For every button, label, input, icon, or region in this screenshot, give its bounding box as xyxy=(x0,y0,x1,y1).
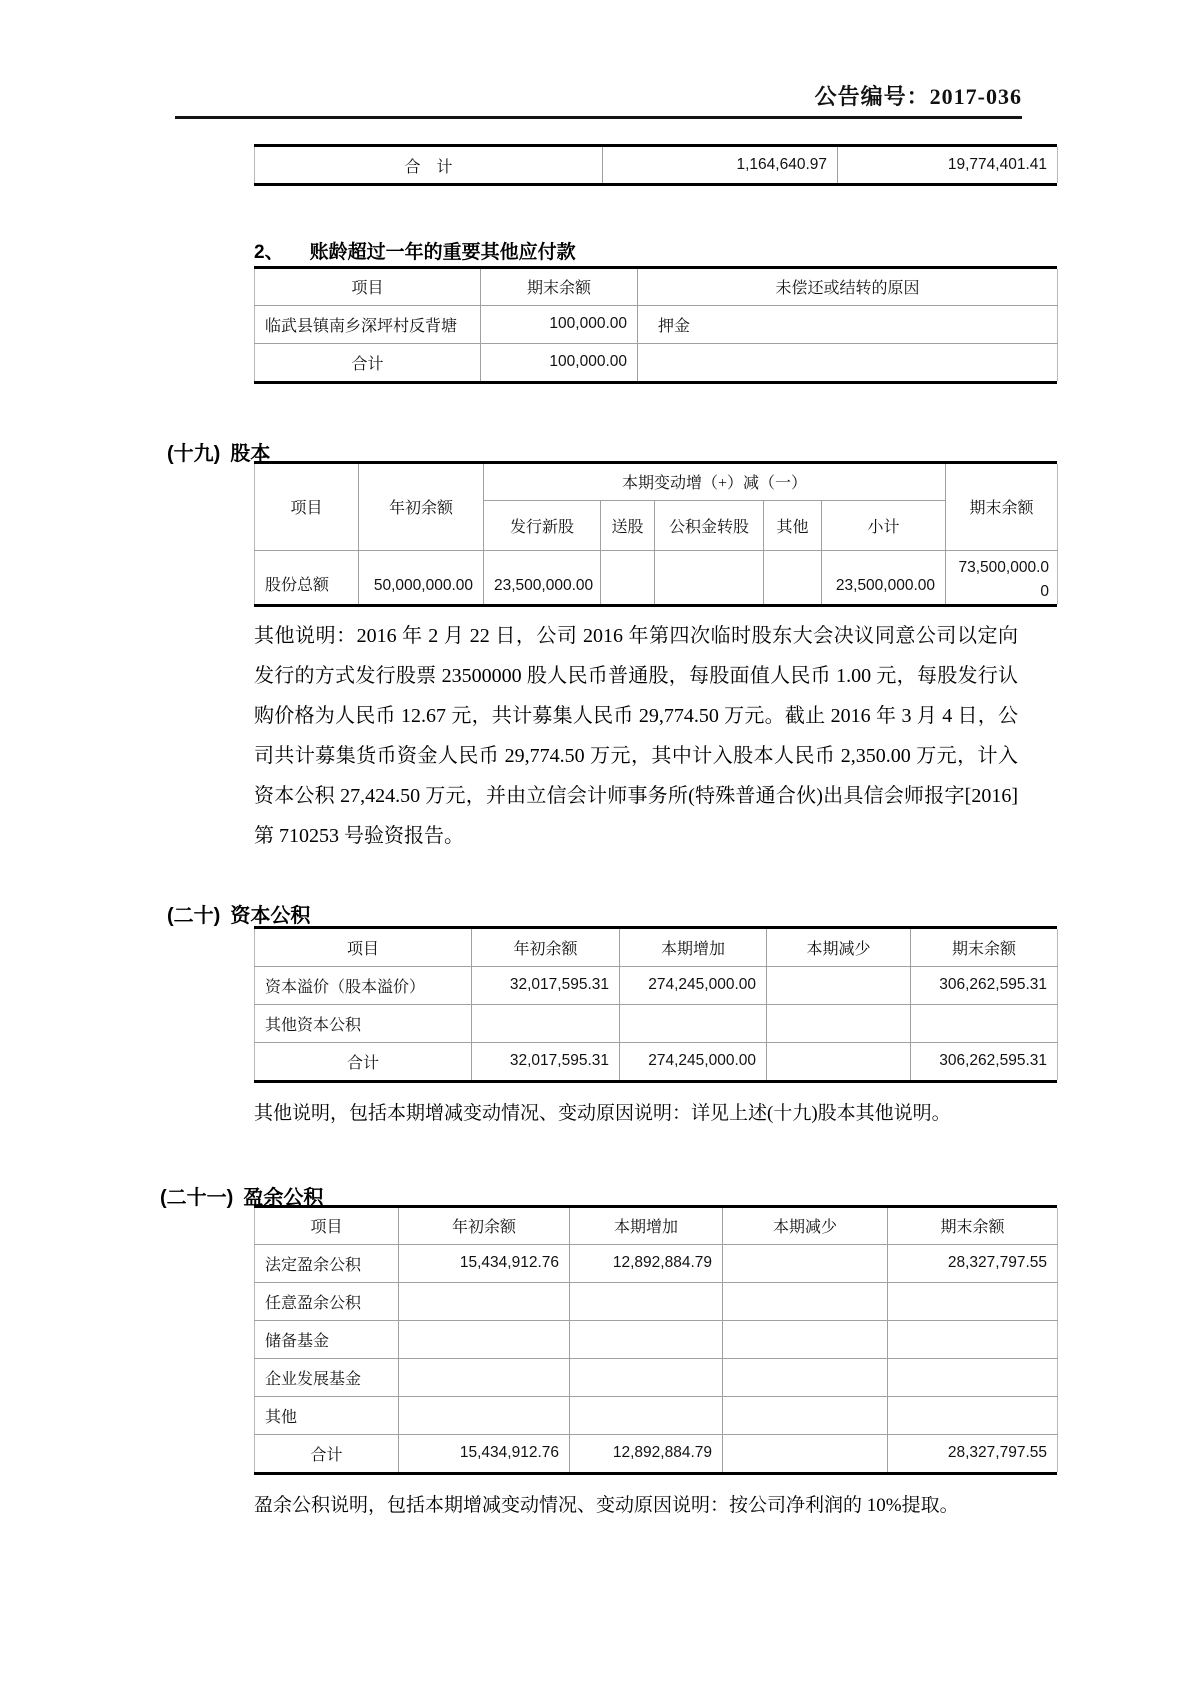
col-header: 年初余额 xyxy=(472,929,620,966)
col-header: 项目 xyxy=(255,929,472,966)
share-item: 股份总额 xyxy=(255,550,359,604)
period-decrease xyxy=(723,1358,888,1396)
section-number: (二十一) xyxy=(160,1187,234,1209)
begin-balance xyxy=(399,1358,570,1396)
begin-balance: 50,000,000.00 xyxy=(359,550,484,604)
reserve-to-shares xyxy=(655,550,764,604)
begin-balance xyxy=(399,1282,570,1320)
end-balance xyxy=(888,1282,1058,1320)
share-capital-table xyxy=(254,461,1057,607)
empty-cell xyxy=(638,343,1058,381)
table-row xyxy=(255,1396,1058,1434)
end-balance xyxy=(888,1396,1058,1434)
table-row xyxy=(255,1282,1058,1320)
other-change xyxy=(764,550,822,604)
aging-section-heading xyxy=(254,237,576,264)
col-header: 期末余额 xyxy=(481,269,638,305)
end-balance xyxy=(888,1358,1058,1396)
period-increase: 274,245,000.00 xyxy=(620,1042,767,1080)
announcement-number: 公告编号：2017-036 xyxy=(814,84,1022,109)
aging-payables-table xyxy=(254,266,1057,384)
col-subheader: 送股 xyxy=(601,500,655,550)
table-row xyxy=(255,1434,1058,1472)
period-increase: 12,892,884.79 xyxy=(570,1244,723,1282)
section-number: 2、 xyxy=(254,242,284,263)
total-label: 合计 xyxy=(255,1434,399,1472)
end-balance: 73,500,000.00 xyxy=(946,550,1058,604)
end-balance: 306,262,595.31 xyxy=(911,1042,1058,1080)
table-row xyxy=(255,305,1058,343)
end-balance: 28,327,797.55 xyxy=(888,1434,1058,1472)
table-row xyxy=(255,147,1058,183)
table-header-row xyxy=(255,464,1058,500)
col-header: 期末余额 xyxy=(888,1208,1058,1244)
period-increase xyxy=(570,1282,723,1320)
total-value-prior: 19,774,401.41 xyxy=(838,147,1058,183)
table-row xyxy=(255,966,1058,1004)
begin-balance xyxy=(399,1396,570,1434)
col-header-change-group: 本期变动增（+）减（一） xyxy=(484,464,946,500)
surplus-item: 储备基金 xyxy=(255,1320,399,1358)
capital-reserve-section-heading xyxy=(167,899,310,928)
total-label: 合计 xyxy=(255,343,481,381)
surplus-reserve-note: 盈余公积说明，包括本期增减变动情况、变动原因说明：按公司净利润的 10%提取。 xyxy=(254,1495,959,1516)
period-decrease xyxy=(723,1434,888,1472)
col-header: 项目 xyxy=(255,269,481,305)
col-header: 年初余额 xyxy=(399,1208,570,1244)
period-decrease xyxy=(723,1396,888,1434)
total-label: 合 计 xyxy=(255,147,603,183)
table-header-row xyxy=(255,269,1058,305)
end-balance: 28,327,797.55 xyxy=(888,1244,1058,1282)
capital-reserve-table xyxy=(254,926,1057,1083)
table-row xyxy=(255,1042,1058,1080)
share-capital-note: 其他说明：2016 年 2 月 22 日，公司 2016 年第四次临时股东大会决议同意公司以定向发行的方式发行股票 23500000 股人民币普通股，每股面值人民币 1.00 元，每股发行认购价格为人民币 12.67 元，共计募集人民币 29,774.50 万元。截止 2016 年 3 月 4 日，公司共计募集货币资金人民币 29,774.50 万元，其中计入股本人民币 2,350.00 万元，计入资本公积 27,424.50 万元，并由立信会计师事务所(特殊普通合伙)出具信会师报字[2016]第 710253 号验资报告。 xyxy=(254,625,1018,847)
col-header: 项目 xyxy=(255,1208,399,1244)
period-decrease xyxy=(723,1244,888,1282)
total-amount: 100,000.00 xyxy=(481,343,638,381)
period-increase xyxy=(620,1004,767,1042)
period-decrease xyxy=(767,1042,911,1080)
payable-reason: 押金 xyxy=(638,305,1058,343)
surplus-item: 任意盈余公积 xyxy=(255,1282,399,1320)
section-number: (二十) xyxy=(167,905,221,927)
subtotal: 23,500,000.00 xyxy=(822,550,946,604)
col-header: 本期增加 xyxy=(620,929,767,966)
table-row xyxy=(255,1244,1058,1282)
col-header: 本期增加 xyxy=(570,1208,723,1244)
period-increase xyxy=(570,1396,723,1434)
reserve-item: 其他资本公积 xyxy=(255,1004,472,1042)
table-row xyxy=(255,343,1058,381)
period-decrease xyxy=(723,1320,888,1358)
surplus-item: 法定盈余公积 xyxy=(255,1244,399,1282)
col-subheader: 发行新股 xyxy=(484,500,601,550)
col-header: 本期减少 xyxy=(767,929,911,966)
surplus-item: 其他 xyxy=(255,1396,399,1434)
period-increase: 12,892,884.79 xyxy=(570,1434,723,1472)
payable-amount: 100,000.00 xyxy=(481,305,638,343)
col-subheader: 小计 xyxy=(822,500,946,550)
surplus-reserve-table xyxy=(254,1205,1057,1475)
payable-item: 临武县镇南乡深坪村反背塘 xyxy=(255,305,481,343)
table-header-row xyxy=(255,1208,1058,1244)
period-increase: 274,245,000.00 xyxy=(620,966,767,1004)
col-subheader: 公积金转股 xyxy=(655,500,764,550)
bonus-shares xyxy=(601,550,655,604)
begin-balance: 32,017,595.31 xyxy=(472,966,620,1004)
section-title: 账龄超过一年的重要其他应付款 xyxy=(309,242,576,263)
begin-balance xyxy=(472,1004,620,1042)
col-header: 本期减少 xyxy=(723,1208,888,1244)
period-decrease xyxy=(723,1282,888,1320)
total-label: 合计 xyxy=(255,1042,472,1080)
period-increase xyxy=(570,1320,723,1358)
section-title: 资本公积 xyxy=(230,905,311,927)
begin-balance: 15,434,912.76 xyxy=(399,1244,570,1282)
begin-balance: 32,017,595.31 xyxy=(472,1042,620,1080)
col-subheader: 其他 xyxy=(764,500,822,550)
end-balance xyxy=(888,1320,1058,1358)
col-header-item: 项目 xyxy=(255,464,359,550)
period-decrease xyxy=(767,966,911,1004)
reserve-item: 资本溢价（股本溢价） xyxy=(255,966,472,1004)
col-header: 未偿还或结转的原因 xyxy=(638,269,1058,305)
section-title: 股本 xyxy=(230,443,271,465)
surplus-item: 企业发展基金 xyxy=(255,1358,399,1396)
table-row xyxy=(255,550,1058,604)
table-row xyxy=(255,1358,1058,1396)
begin-balance: 15,434,912.76 xyxy=(399,1434,570,1472)
section-number: (十九) xyxy=(167,443,221,465)
new-shares-issued: 23,500,000.00 xyxy=(484,550,601,604)
end-balance: 306,262,595.31 xyxy=(911,966,1058,1004)
col-header-begin: 年初余额 xyxy=(359,464,484,550)
col-header: 期末余额 xyxy=(911,929,1058,966)
period-decrease xyxy=(767,1004,911,1042)
table-row xyxy=(255,1320,1058,1358)
col-header-end: 期末余额 xyxy=(946,464,1058,550)
total-value-current: 1,164,640.97 xyxy=(603,147,838,183)
header-rule xyxy=(175,116,1022,119)
end-balance xyxy=(911,1004,1058,1042)
begin-balance xyxy=(399,1320,570,1358)
carryover-total-table xyxy=(254,144,1057,186)
period-increase xyxy=(570,1358,723,1396)
table-row xyxy=(255,1004,1058,1042)
table-header-row xyxy=(255,929,1058,966)
section-title: 盈余公积 xyxy=(243,1187,324,1209)
capital-reserve-note: 其他说明，包括本期增减变动情况、变动原因说明：详见上述(十九)股本其他说明。 xyxy=(254,1103,951,1124)
